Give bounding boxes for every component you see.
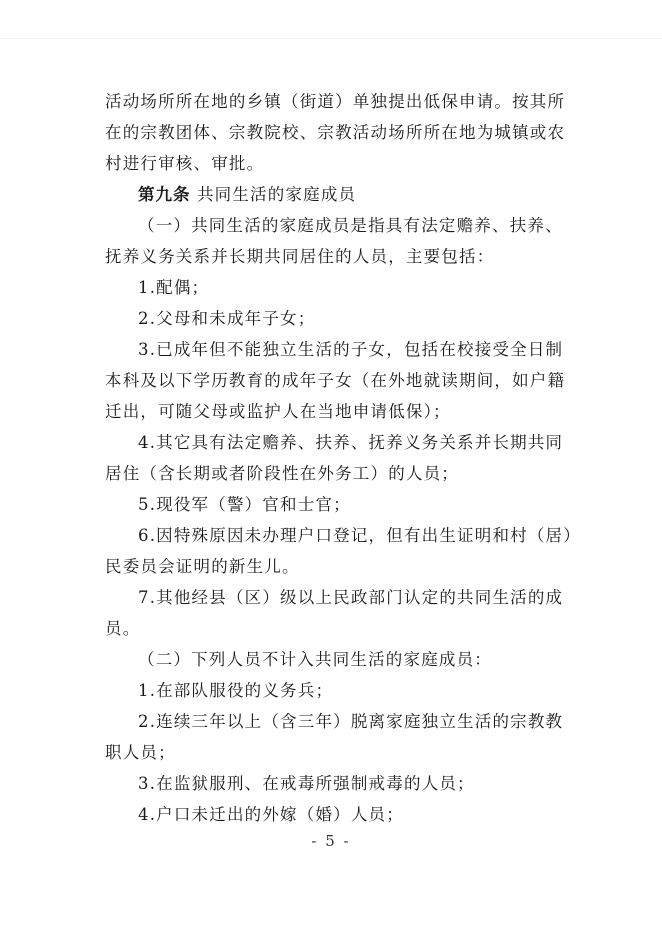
list-item: 7.其他经县（区）级以上民政部门认定的共同生活的成 xyxy=(138,588,564,607)
list-item: 4.户口未迁出的外嫁（婚）人员； xyxy=(138,805,404,824)
list-item: 1.配偶； xyxy=(138,278,210,297)
text-line: 抚养义务关系并长期共同居住的人员，主要包括： xyxy=(105,247,495,266)
list-item: 3.在监狱服刑、在戒毒所强制戒毒的人员； xyxy=(138,774,475,793)
article-title: 共同生活的家庭成员 xyxy=(190,185,357,204)
article-number: 第九条 xyxy=(138,185,191,204)
text-line: 职人员； xyxy=(105,743,176,762)
subsection-heading: （二）下列人员不计入共同生活的家庭成员： xyxy=(138,650,492,669)
text-line: 活动场所所在地的乡镇（街道）单独提出低保申请。按其所 xyxy=(105,92,566,111)
list-item: 2.连续三年以上（含三年）脱离家庭独立生活的宗教教 xyxy=(138,712,564,731)
scan-edge-line xyxy=(0,38,662,39)
text-line: 民委员会证明的新生儿。 xyxy=(105,557,300,576)
list-item: 2.父母和未成年子女； xyxy=(138,309,316,328)
list-item: 1.在部队服役的义务兵； xyxy=(138,681,334,700)
text-line: 在的宗教团体、宗教院校、宗教活动场所所在地为城镇或农 xyxy=(105,123,566,142)
text-line: （一）共同生活的家庭成员是指具有法定赡养、扶养、 xyxy=(138,216,563,235)
text-line: 居住（含长期或者阶段性在外务工）的人员； xyxy=(105,464,459,483)
list-item: 6.因特殊原因未办理户口登记，但有出生证明和村（居） xyxy=(138,526,581,545)
list-item: 4.其它具有法定赡养、扶养、抚养义务关系并长期共同 xyxy=(138,433,564,452)
page-number: - 5 - xyxy=(311,832,351,850)
list-item: 5.现役军（警）官和士官； xyxy=(138,495,351,514)
list-item: 3.已成年但不能独立生活的子女，包括在校接受全日制 xyxy=(138,340,564,359)
text-line: 本科及以下学历教育的成年子女（在外地就读期间，如户籍 xyxy=(105,371,566,390)
document-body xyxy=(105,86,581,830)
text-line: 迁出，可随父母或监护人在当地申请低保）； xyxy=(105,402,451,421)
text-line: 村进行审核、审批。 xyxy=(105,154,265,173)
article-heading-line xyxy=(105,179,575,210)
text-line: 员。 xyxy=(105,619,141,638)
